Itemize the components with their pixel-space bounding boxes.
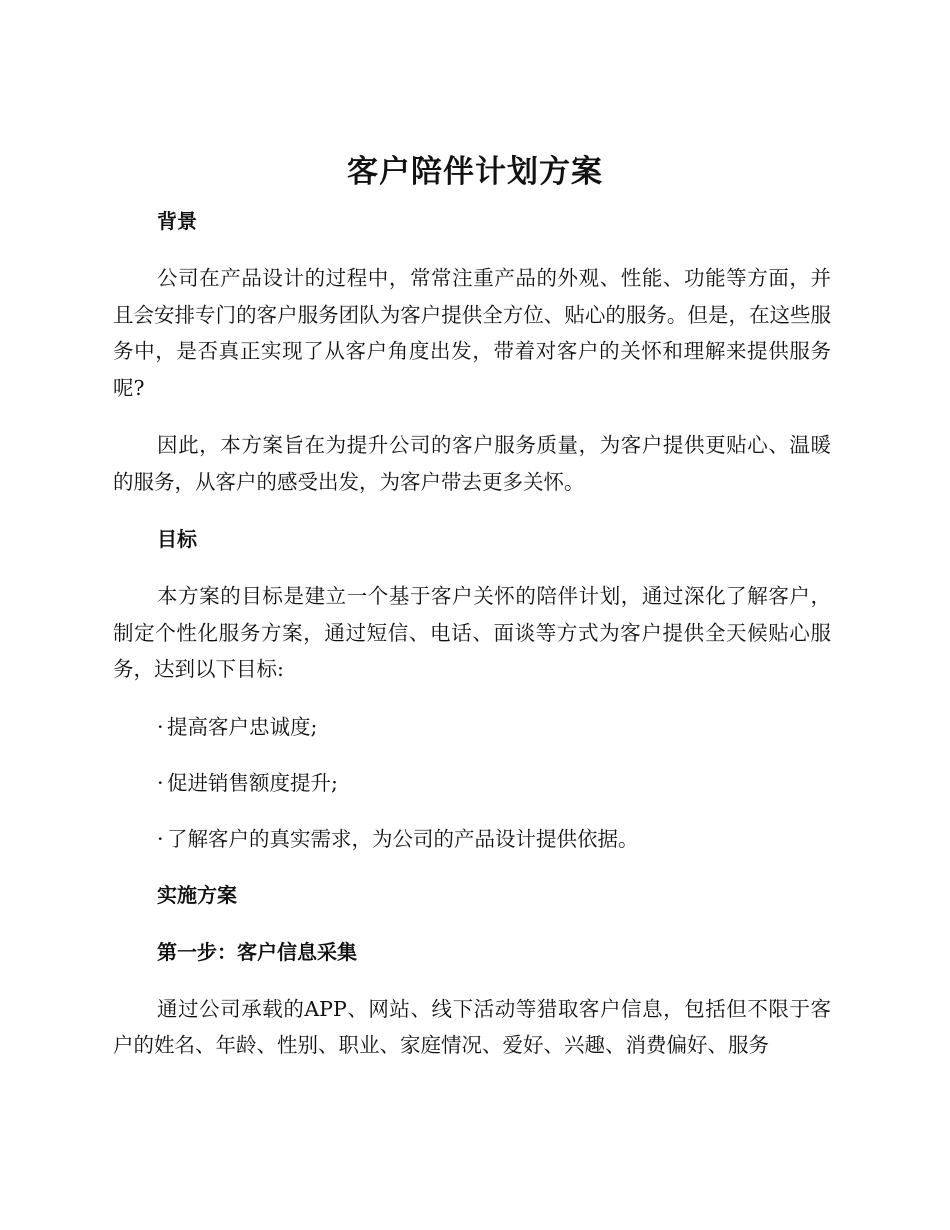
goal-bullet-item bbox=[113, 709, 831, 745]
bullet-marker: · bbox=[157, 770, 164, 795]
bullet-marker: · bbox=[157, 826, 164, 851]
goal-paragraph: 本方案的目标是建立一个基于客户关怀的陪伴计划，通过深化了解客户，制定个性化服务方案，通过短信、电话、面谈等方式为客户提供全天候贴心服务，达到以下目标: bbox=[113, 584, 831, 681]
bullet-marker: · bbox=[157, 714, 164, 739]
step1-paragraph: 通过公司承载的APP、网站、线下活动等猎取客户信息，包括但不限于客户的姓名、年龄、性别、职业、家庭情况、爱好、兴趣、消费偏好、服务 bbox=[113, 996, 831, 1057]
document-title: 客户陪伴计划方案 bbox=[347, 154, 603, 190]
goal-bullet-item bbox=[113, 765, 831, 801]
background-paragraph-1: 公司在产品设计的过程中，常常注重产品的外观、性能、功能等方面，并且会安排专门的客户服务团队为客户提供全方位、贴心的服务。但是，在这些服务中，是否真正实现了从客户角度出发，带着对客户的关怀和理解来提供服务呢? bbox=[113, 266, 831, 400]
section-heading-goal: 目标 bbox=[157, 527, 197, 551]
goal-bullet-text: 提高客户忠诚度; bbox=[167, 714, 318, 739]
goal-bullet-item bbox=[113, 821, 831, 857]
step1-heading: 第一步：客户信息采集 bbox=[157, 939, 357, 964]
document-body bbox=[113, 203, 831, 1085]
section-heading-implementation: 实施方案 bbox=[157, 882, 237, 907]
goal-bullet-text: 促进销售额度提升; bbox=[167, 770, 338, 795]
background-paragraph-2: 因此，本方案旨在为提升公司的客户服务质量，为客户提供更贴心、温暖的服务，从客户的感受出发，为客户带去更多关怀。 bbox=[113, 433, 831, 494]
goal-bullet-text: 了解客户的真实需求，为公司的产品设计提供依据。 bbox=[167, 826, 639, 851]
section-heading-background: 背景 bbox=[157, 209, 197, 233]
